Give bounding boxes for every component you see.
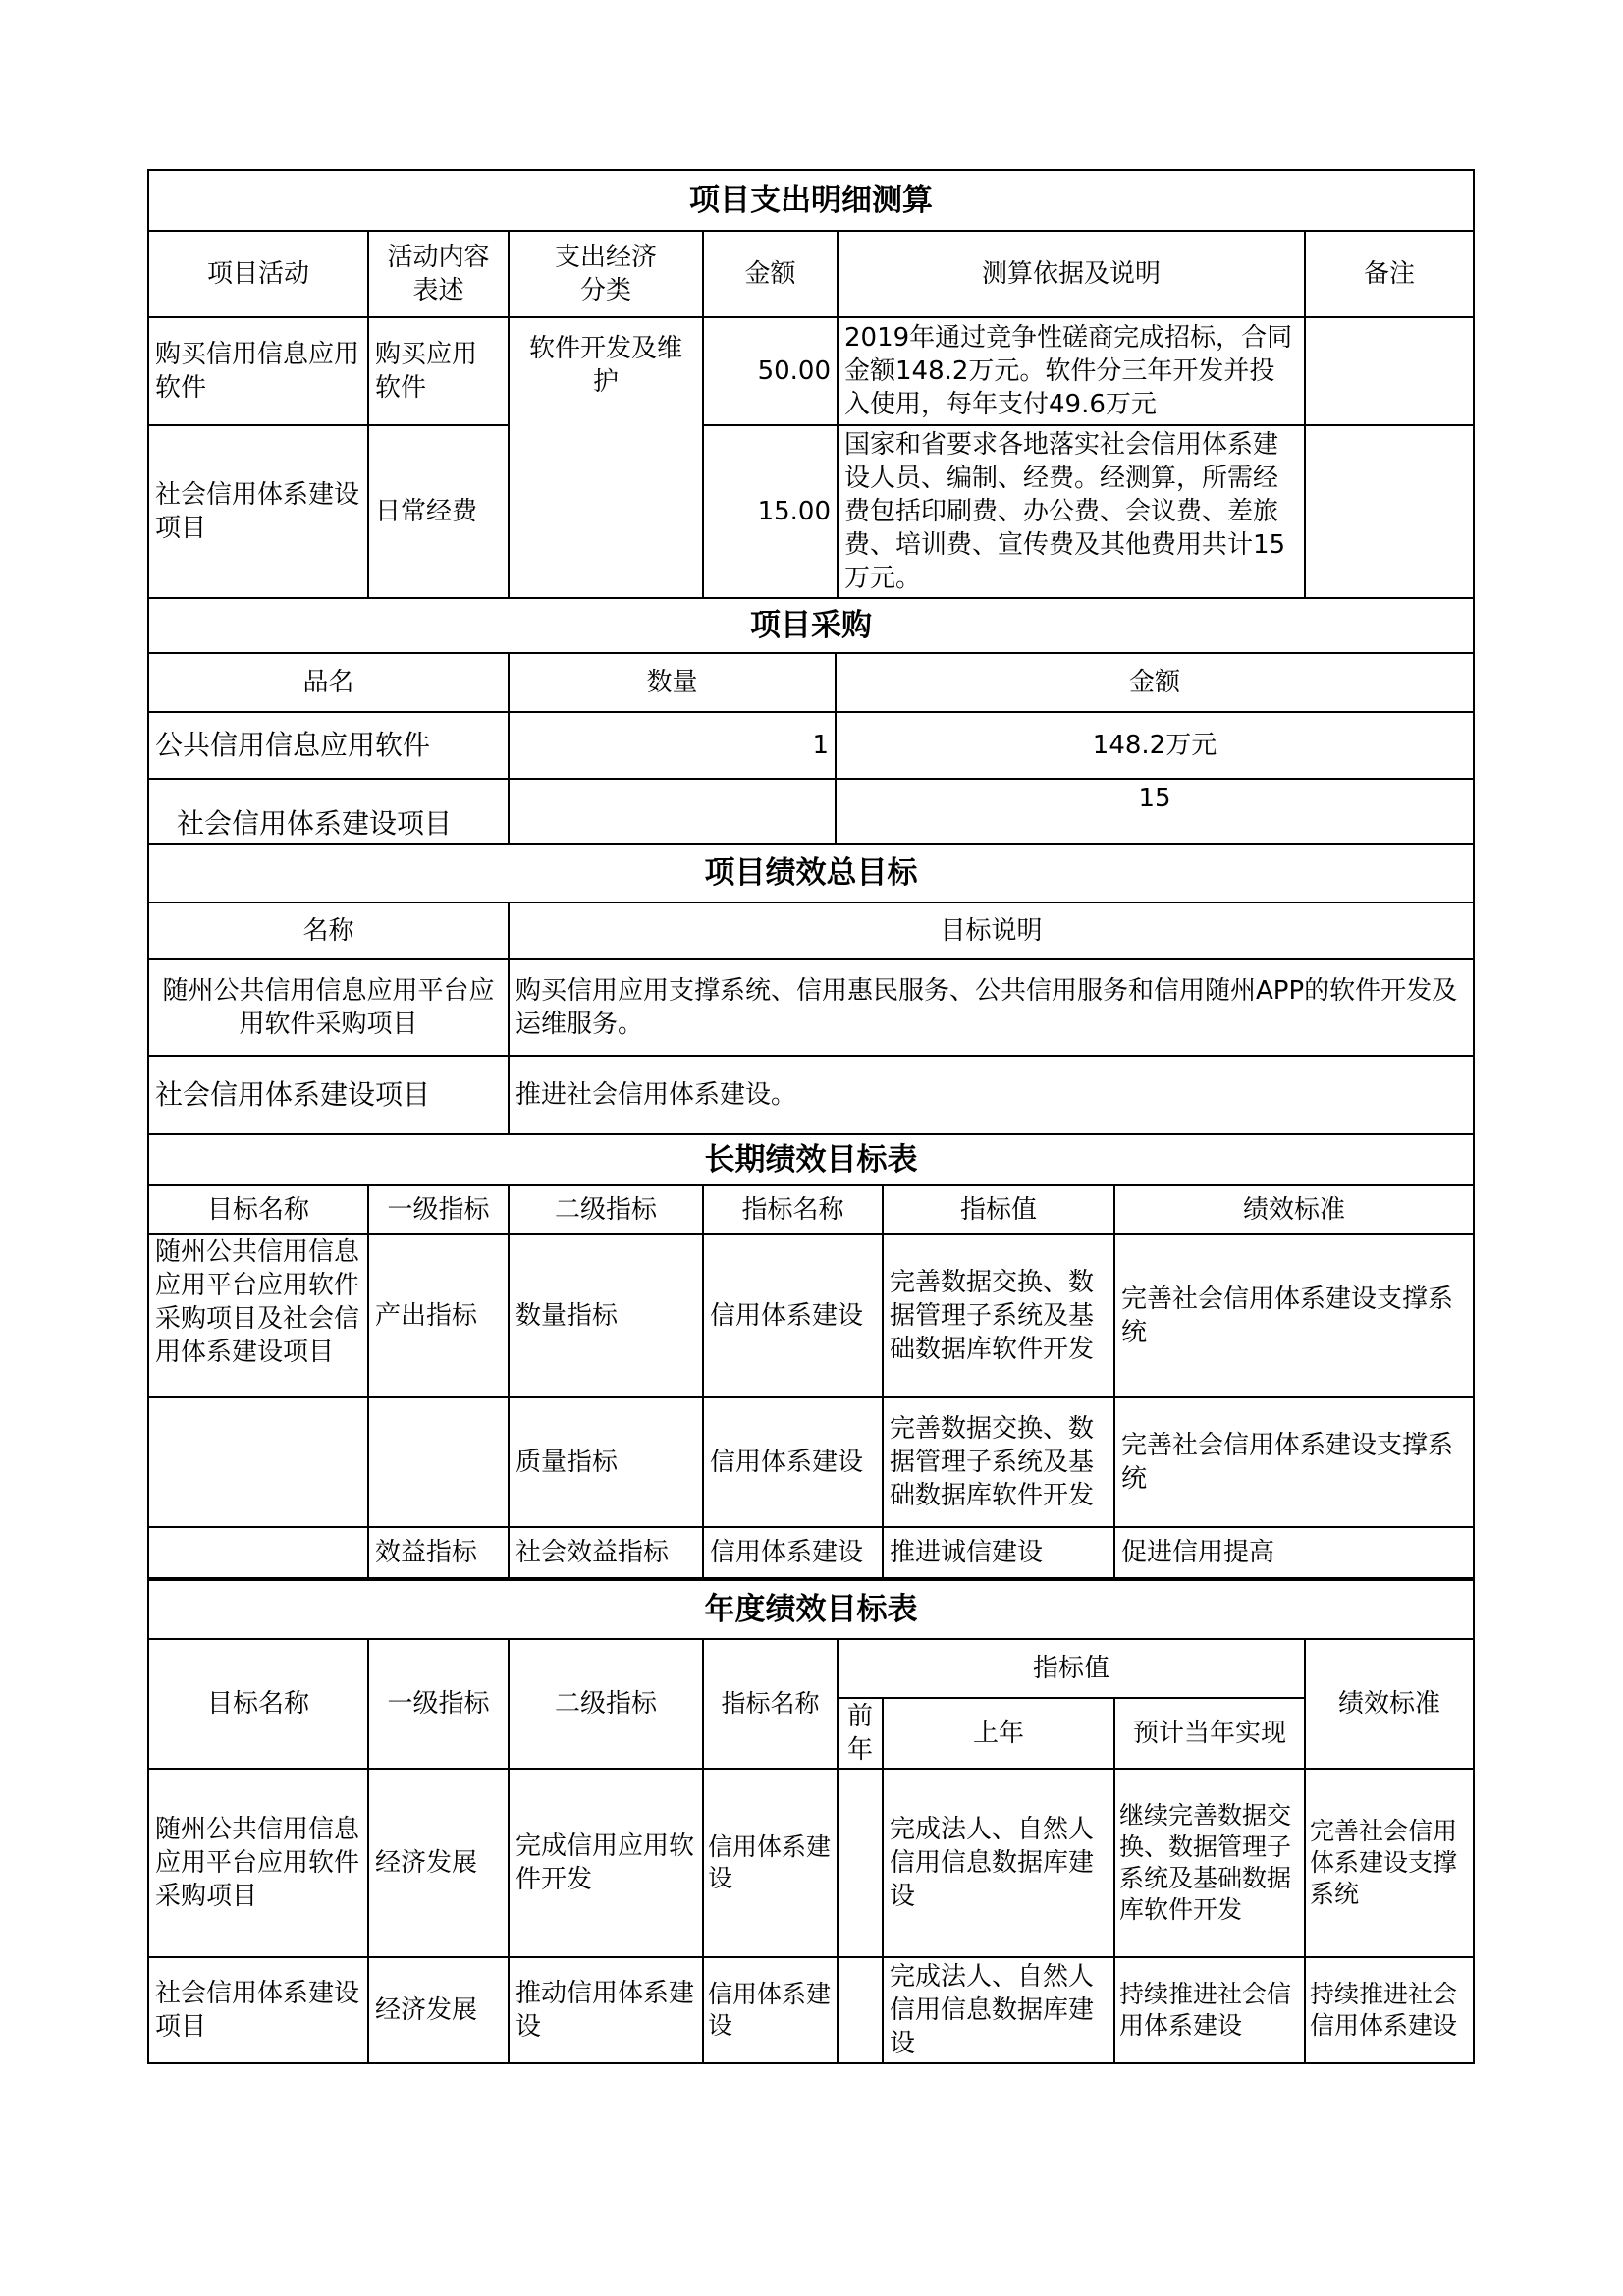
long-term-level2-cell: 数量指标 (509, 1234, 703, 1397)
expense-header-activity: 项目活动 (148, 231, 368, 317)
annual-header-level2: 二级指标 (509, 1639, 703, 1769)
annual-goal-cell: 社会信用体系建设项目 (148, 1957, 368, 2063)
long-term-standard-cell: 促进信用提高 (1114, 1527, 1474, 1578)
expense-category-cell: 软件开发及维护 (509, 317, 703, 598)
annual-expected-cell: 持续推进社会信用体系建设 (1114, 1957, 1305, 2063)
expense-header-basis: 测算依据及说明 (838, 231, 1305, 317)
expense-basis-cell: 国家和省要求各地落实社会信用体系建设人员、编制、经费。经测算，所需经费包括印刷费、办公费、会议费、差旅费、培训费、宣传费及其他费用共计15万元。 (838, 425, 1305, 598)
long-term-header-goal: 目标名称 (148, 1185, 368, 1234)
annual-indicator-cell: 信用体系建设 (703, 1957, 838, 2063)
overall-goal-name-cell: 社会信用体系建设项目 (148, 1056, 509, 1134)
annual-last-cell: 完成法人、自然人信用信息数据库建设 (883, 1957, 1114, 2063)
annual-header-level1: 一级指标 (368, 1639, 509, 1769)
expense-table (147, 169, 1475, 599)
long-term-goal-cell (148, 1234, 368, 1397)
annual-level1-cell: 经济发展 (368, 1769, 509, 1957)
annual-prev-cell (838, 1957, 883, 2063)
expense-header-amount: 金额 (703, 231, 838, 317)
long-term-section-title: 长期绩效目标表 (148, 1134, 1474, 1185)
annual-header-prev: 前年 (838, 1698, 883, 1769)
expense-header-category: 支出经济分类 (509, 231, 703, 317)
long-term-level1-cell: 产出指标 (368, 1234, 509, 1397)
procurement-name-cell: 社会信用体系建设项目 (148, 779, 509, 844)
overall-goal-header-desc: 目标说明 (509, 902, 1474, 959)
annual-header-value: 指标值 (838, 1639, 1305, 1698)
expense-content-cell: 日常经费 (368, 425, 509, 598)
long-term-level2-cell: 社会效益指标 (509, 1527, 703, 1578)
procurement-amount-cell: 148.2万元 (836, 712, 1474, 779)
long-term-level1-cell: 效益指标 (368, 1527, 509, 1578)
long-term-indicator-cell: 信用体系建设 (703, 1234, 883, 1397)
annual-header-goal: 目标名称 (148, 1639, 368, 1769)
expense-header-note: 备注 (1305, 231, 1474, 317)
long-term-value-cell: 完善数据交换、数据管理子系统及基础数据库软件开发 (883, 1397, 1114, 1527)
procurement-header-amount: 金额 (836, 653, 1474, 712)
long-term-level1-cell (368, 1397, 509, 1527)
expense-section-title: 项目支出明细测算 (148, 170, 1474, 231)
overall-goal-section-title: 项目绩效总目标 (148, 844, 1474, 902)
expense-amount-cell: 50.00 (703, 317, 838, 425)
long-term-goal-cell (148, 1527, 368, 1578)
expense-content-cell: 购买应用软件 (368, 317, 509, 425)
annual-section-title: 年度绩效目标表 (148, 1580, 1474, 1639)
annual-indicator-cell: 信用体系建设 (703, 1769, 838, 1957)
annual-standard-cell: 完善社会信用体系建设支撑系统 (1305, 1769, 1474, 1957)
annual-last-cell: 完成法人、自然人信用信息数据库建设 (883, 1769, 1114, 1957)
procurement-name-cell: 公共信用信息应用软件 (148, 712, 509, 779)
long-term-header-standard: 绩效标准 (1114, 1185, 1474, 1234)
long-term-header-level1: 一级指标 (368, 1185, 509, 1234)
procurement-header-name: 品名 (148, 653, 509, 712)
overall-goal-name-cell: 随州公共信用信息应用平台应用软件采购项目 (148, 959, 509, 1056)
overall-goal-desc-cell: 推进社会信用体系建设。 (509, 1056, 1474, 1134)
procurement-amount-cell: 15 (836, 779, 1474, 844)
procurement-section-title: 项目采购 (148, 598, 1474, 653)
procurement-header-qty: 数量 (509, 653, 836, 712)
expense-note-cell (1305, 425, 1474, 598)
expense-basis-cell: 2019年通过竞争性磋商完成招标，合同金额148.2万元。软件分三年开发并投入使用，每年支付49.6万元 (838, 317, 1305, 425)
long-term-header-value: 指标值 (883, 1185, 1114, 1234)
long-term-goal-text: 随州公共信用信息应用平台应用软件采购项目及社会信用体系建设项目 (155, 1237, 360, 1367)
long-term-indicator-cell: 信用体系建设 (703, 1397, 883, 1527)
expense-note-cell (1305, 317, 1474, 425)
annual-header-last: 上年 (883, 1698, 1114, 1769)
expense-header-content: 活动内容表述 (368, 231, 509, 317)
long-term-standard-cell: 完善社会信用体系建设支撑系统 (1114, 1397, 1474, 1527)
annual-prev-cell (838, 1769, 883, 1957)
annual-header-standard: 绩效标准 (1305, 1639, 1474, 1769)
long-term-level2-cell: 质量指标 (509, 1397, 703, 1527)
annual-level2-cell: 推动信用体系建设 (509, 1957, 703, 2063)
annual-header-expected: 预计当年实现 (1114, 1698, 1305, 1769)
long-term-header-level2: 二级指标 (509, 1185, 703, 1234)
overall-goal-table (147, 843, 1475, 1135)
annual-expected-cell: 继续完善数据交换、数据管理子系统及基础数据库软件开发 (1114, 1769, 1305, 1957)
overall-goal-desc-cell: 购买信用应用支撑系统、信用惠民服务、公共信用服务和信用随州APP的软件开发及运维服务。 (509, 959, 1474, 1056)
annual-level1-cell: 经济发展 (368, 1957, 509, 2063)
annual-header-indicator: 指标名称 (703, 1639, 838, 1769)
annual-table (147, 1579, 1475, 2064)
long-term-table (147, 1133, 1475, 1579)
overall-goal-header-name: 名称 (148, 902, 509, 959)
expense-activity-cell: 购买信用信息应用软件 (148, 317, 368, 425)
expense-amount-cell: 15.00 (703, 425, 838, 598)
procurement-table (147, 597, 1475, 845)
expense-activity-cell: 社会信用体系建设项目 (148, 425, 368, 598)
annual-level2-cell: 完成信用应用软件开发 (509, 1769, 703, 1957)
long-term-goal-cell (148, 1397, 368, 1527)
annual-goal-cell: 随州公共信用信息应用平台应用软件采购项目 (148, 1769, 368, 1957)
procurement-qty-cell (509, 779, 836, 844)
long-term-value-cell: 推进诚信建设 (883, 1527, 1114, 1578)
procurement-qty-cell: 1 (509, 712, 836, 779)
long-term-indicator-cell: 信用体系建设 (703, 1527, 883, 1578)
long-term-header-indicator: 指标名称 (703, 1185, 883, 1234)
long-term-value-cell: 完善数据交换、数据管理子系统及基础数据库软件开发 (883, 1234, 1114, 1397)
long-term-standard-cell: 完善社会信用体系建设支撑系统 (1114, 1234, 1474, 1397)
annual-standard-cell: 持续推进社会信用体系建设 (1305, 1957, 1474, 2063)
